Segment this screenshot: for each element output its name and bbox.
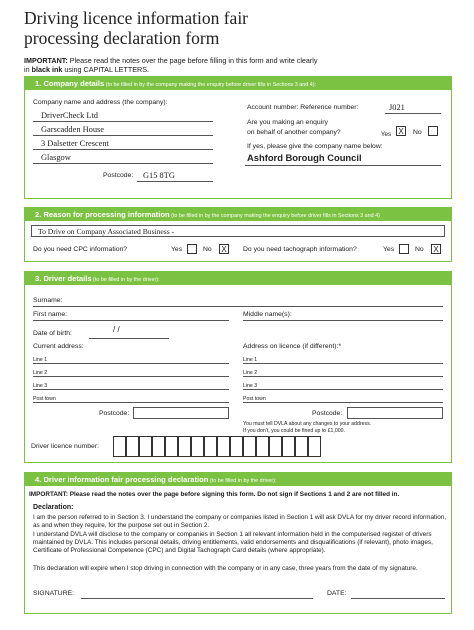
- current-line2-label: Line 2: [33, 370, 48, 376]
- company-line-1-rule: [33, 121, 213, 122]
- reason-field[interactable]: [31, 225, 445, 237]
- cpc-yes-label: Yes: [171, 246, 183, 253]
- middle-name-label: Middle name(s):: [243, 311, 292, 318]
- form-title: [24, 8, 248, 48]
- section3-title: 3. Driver details: [35, 274, 92, 283]
- declaration-paragraph-1: I am the person referred to in Section 3. I understand the company or companies listed in Section 1 will ask DVLA for my driver record information, as and when they require, for the purpose set out in Section 2.: [33, 514, 447, 529]
- licence-address-label: Address on licence (if different):*: [243, 343, 342, 350]
- account-number-value[interactable]: J021: [389, 103, 405, 112]
- section3-note: (to be filled in by the driver):: [91, 277, 160, 283]
- section2-heading: [25, 208, 451, 221]
- other-company-rule: [245, 165, 441, 166]
- company-name-label: Company name and address (the company):: [33, 99, 168, 106]
- licence-number-cell[interactable]: [243, 436, 256, 457]
- tacho-question: Do you need tachograph information?: [243, 246, 357, 253]
- surname-label: Surname:: [33, 297, 63, 304]
- tacho-yes-checkbox[interactable]: [399, 244, 409, 254]
- tacho-yes-label: Yes: [383, 246, 395, 253]
- section4-note: (to be filled in by the driver):: [208, 478, 277, 484]
- enquiry-question-line1: Are you making an enquiry: [247, 119, 328, 126]
- licence-line2-label: Line 2: [243, 370, 258, 376]
- company-line-4-rule: [33, 163, 213, 164]
- dob-separators: / /: [113, 325, 120, 334]
- company-postcode-value[interactable]: G15 8TG: [143, 171, 175, 180]
- licence-number-cell[interactable]: [139, 436, 152, 457]
- licence-number-cell[interactable]: [269, 436, 282, 457]
- form-title-line1: Driving licence information fair: [24, 8, 249, 28]
- company-line-2-rule: [33, 135, 213, 136]
- licence-number-cell[interactable]: [178, 436, 191, 457]
- licence-postcode-label: Postcode:: [312, 410, 343, 417]
- licence-number-cell[interactable]: [217, 436, 230, 457]
- current-line1-field[interactable]: [33, 363, 229, 364]
- section1-title: 1. Company details: [35, 79, 105, 88]
- licence-number-cell[interactable]: [126, 436, 139, 457]
- declaration-title: Declaration:: [33, 504, 74, 511]
- company-line-4[interactable]: Glasgow: [41, 153, 71, 162]
- enquiry-question-line2: on behalf of another company?: [247, 129, 341, 136]
- section-declaration: [24, 472, 452, 614]
- section2-title: 2. Reason for processing information: [35, 210, 170, 219]
- section1-heading: [25, 77, 451, 90]
- current-address-label: Current address:: [33, 343, 84, 350]
- licence-number-cell[interactable]: [282, 436, 295, 457]
- declaration-paragraph-3: This declaration will expire when I stop driving in connection with the company or in any case, three years from the date of my signature.: [33, 565, 418, 572]
- section1-note: (to be filled in by the company making the enquiry before driver fills in Sections 3 and 4):: [104, 82, 317, 88]
- important-text: Please read the notes over the page before filling in this form and write clearly: [67, 56, 318, 65]
- current-post-town-field[interactable]: [33, 402, 229, 403]
- enquiry-yes-label: Yes: [381, 131, 392, 138]
- licence-number-cell[interactable]: [295, 436, 308, 457]
- signature-field[interactable]: [81, 598, 313, 599]
- licence-number-cell[interactable]: [256, 436, 269, 457]
- company-line-2[interactable]: Garscadden House: [41, 125, 105, 134]
- licence-post-town-label: Post town: [243, 396, 266, 402]
- company-postcode-rule: [137, 181, 213, 182]
- licence-number-cell[interactable]: [165, 436, 178, 457]
- declaration-important: IMPORTANT: Please read the notes over the page before signing this form. Do not sign if Sections 1 and 2 are not filled in.: [29, 491, 400, 498]
- cpc-no-checkbox[interactable]: X: [219, 244, 229, 254]
- licence-number-cell[interactable]: [113, 436, 126, 457]
- first-name-field[interactable]: [33, 320, 229, 321]
- tacho-no-checkbox[interactable]: X: [431, 244, 441, 254]
- company-line-1[interactable]: DriverCheck Ltd: [41, 111, 98, 120]
- account-number-label: Account number: Reference number:: [247, 104, 359, 111]
- important-line2-a: in: [24, 65, 32, 74]
- current-line2-field[interactable]: [33, 376, 229, 377]
- company-postcode-label: Postcode:: [103, 172, 134, 179]
- enquiry-no-checkbox[interactable]: [428, 126, 438, 136]
- first-name-label: First name:: [33, 311, 67, 318]
- section-reason: [24, 207, 452, 262]
- cpc-no-label: No: [203, 246, 212, 253]
- date-field[interactable]: [351, 598, 445, 599]
- signature-label: SIGNATURE:: [33, 590, 75, 597]
- section4-heading: [25, 473, 451, 486]
- dob-field[interactable]: [89, 338, 169, 339]
- licence-postcode-field[interactable]: [347, 407, 443, 419]
- company-line-3[interactable]: 3 Dalsetter Crescent: [41, 139, 109, 148]
- declaration-paragraph-2: I understand DVLA will disclose to the company or companies in Section 1 all relevant information held in the computerised register of drivers maintained by DVLA. This includes personal details, driving entitlements, valid endorsements and disqualifications (if relevant), photo images, Certificate of Professional Competence (CPC) and Digital Tachograph Card details (where appropriate).: [33, 531, 433, 554]
- form-title-line2: processing declaration form: [24, 28, 220, 48]
- reason-value: To Drive on Company Associated Business -: [38, 227, 175, 236]
- important-line2-b: using CAPITAL LETTERS.: [62, 65, 150, 74]
- important-note: [24, 56, 454, 74]
- cpc-question: Do you need CPC information?: [33, 246, 128, 253]
- tacho-no-label: No: [415, 246, 424, 253]
- section4-title: 4. Driver information fair processing declaration: [35, 475, 209, 484]
- licence-number-label: Driver licence number:: [31, 443, 99, 450]
- current-line3-label: Line 3: [33, 383, 48, 389]
- address-change-notice-2: If you don't, you could be fined up to £1,000.: [243, 428, 345, 434]
- date-label: DATE:: [327, 590, 347, 597]
- cpc-yes-checkbox[interactable]: [187, 244, 197, 254]
- middle-name-field[interactable]: [243, 320, 443, 321]
- licence-line3-label: Line 3: [243, 383, 258, 389]
- other-company-label: If yes, please give the company name below:: [247, 143, 383, 150]
- licence-number-cell[interactable]: [152, 436, 165, 457]
- current-postcode-label: Postcode:: [99, 410, 130, 417]
- licence-line1-field[interactable]: [243, 363, 443, 364]
- section-driver-details: [24, 271, 452, 463]
- address-change-notice-1: You must tell DVLA about any changes to your address.: [243, 421, 372, 427]
- licence-line1-label: Line 1: [243, 357, 258, 363]
- section-company-details: [24, 76, 452, 199]
- licence-number-cell[interactable]: [230, 436, 243, 457]
- licence-line3-field[interactable]: [243, 389, 443, 390]
- licence-number-cell[interactable]: [191, 436, 204, 457]
- licence-line2-field[interactable]: [243, 376, 443, 377]
- current-postcode-field[interactable]: [133, 407, 229, 419]
- current-line3-field[interactable]: [33, 389, 229, 390]
- section3-heading: [25, 272, 451, 285]
- current-post-town-label: Post town: [33, 396, 56, 402]
- important-black-ink: black ink: [31, 65, 63, 74]
- enquiry-no-label: No: [413, 129, 422, 136]
- account-number-rule: [385, 113, 441, 114]
- surname-field[interactable]: [33, 306, 443, 307]
- dob-label: Date of birth:: [33, 330, 72, 337]
- company-line-3-rule: [33, 149, 213, 150]
- other-company-value[interactable]: Ashford Borough Council: [247, 152, 362, 163]
- current-line1-label: Line 1: [33, 357, 48, 363]
- licence-post-town-field[interactable]: [243, 402, 443, 403]
- section2-note: (to be filled in by the company making the enquiry before driver fills in Sections 3 and 4): [169, 213, 380, 219]
- licence-number-cell[interactable]: [308, 436, 321, 457]
- licence-number-cell[interactable]: [204, 436, 217, 457]
- important-prefix: IMPORTANT:: [24, 56, 68, 65]
- enquiry-yes-checkbox[interactable]: X: [396, 126, 406, 136]
